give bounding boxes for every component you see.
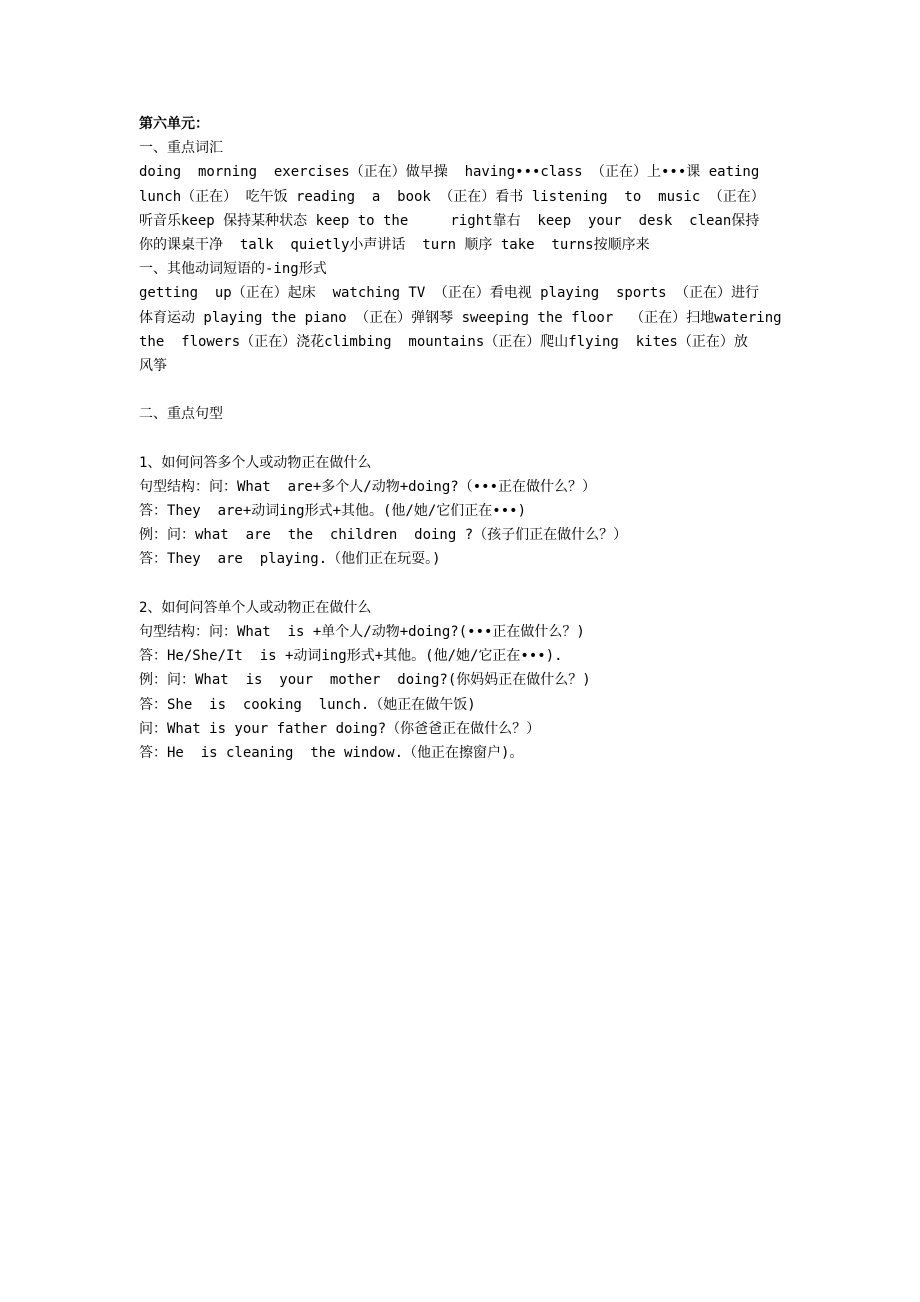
vocab-line: 你的课桌干净 talk quietly小声讲话 turn 顺序 take turns按顺序来 bbox=[139, 236, 650, 253]
section-heading-ing-forms: 一、其他动词短语的-ing形式 bbox=[139, 261, 327, 278]
ing-line: the flowers（正在）浇花climbing mountains（正在）爬山flying kites（正在）放 bbox=[139, 333, 748, 350]
vocab-line: lunch（正在） 吃午饭 reading a book （正在）看书 listening to music （正在） bbox=[139, 188, 765, 205]
pattern-line: 例：问：what are the children doing ?（孩子们正在做什么？） bbox=[139, 527, 628, 544]
pattern-heading-singular: 2、如何问答单个人或动物正在做什么 bbox=[139, 599, 372, 616]
pattern-line: 答：They are playing.（他们正在玩耍。) bbox=[139, 551, 441, 568]
section-heading-sentence-patterns: 二、重点句型 bbox=[139, 406, 223, 423]
ing-line: 风筝 bbox=[139, 357, 167, 374]
vocab-line: doing morning exercises（正在）做早操 having•••class （正在）上•••课 eating bbox=[139, 164, 760, 181]
document-page bbox=[139, 112, 829, 765]
unit-title: 第六单元： bbox=[139, 116, 209, 132]
pattern-heading-plural: 1、如何问答多个人或动物正在做什么 bbox=[139, 454, 372, 471]
pattern-line: 答：They are+动词ing形式+其他。(他/她/它们正在•••) bbox=[139, 503, 527, 519]
pattern-line: 答：He/She/It is +动词ing形式+其他。(他/她/它正在•••). bbox=[139, 648, 563, 665]
vocab-line: 听音乐keep 保持某种状态 keep to the right靠右 keep your desk clean保持 bbox=[139, 212, 760, 229]
spacer bbox=[139, 378, 829, 402]
pattern-line: 句型结构：问：What is +单个人/动物+doing?(•••正在做什么？) bbox=[139, 623, 585, 640]
spacer bbox=[139, 426, 829, 450]
pattern-line: 答：She is cooking lunch.（她正在做午饭) bbox=[139, 696, 476, 713]
pattern-line: 例：问：What is your mother doing?(你妈妈正在做什么？) bbox=[139, 672, 591, 689]
pattern-line: 句型结构：问：What are+多个人/动物+doing?（•••正在做什么？） bbox=[139, 478, 597, 495]
ing-line: getting up（正在）起床 watching TV （正在）看电视 playing sports （正在）进行 bbox=[139, 285, 760, 302]
section-heading-vocabulary: 一、重点词汇 bbox=[139, 140, 223, 157]
ing-line: 体育运动 playing the piano （正在）弹钢琴 sweeping the floor （正在）扫地watering bbox=[139, 309, 782, 326]
pattern-line: 答：He is cleaning the window.（他正在擦窗户)。 bbox=[139, 744, 524, 761]
spacer bbox=[139, 572, 829, 596]
pattern-line: 问：What is your father doing?（你爸爸正在做什么？） bbox=[139, 720, 541, 737]
